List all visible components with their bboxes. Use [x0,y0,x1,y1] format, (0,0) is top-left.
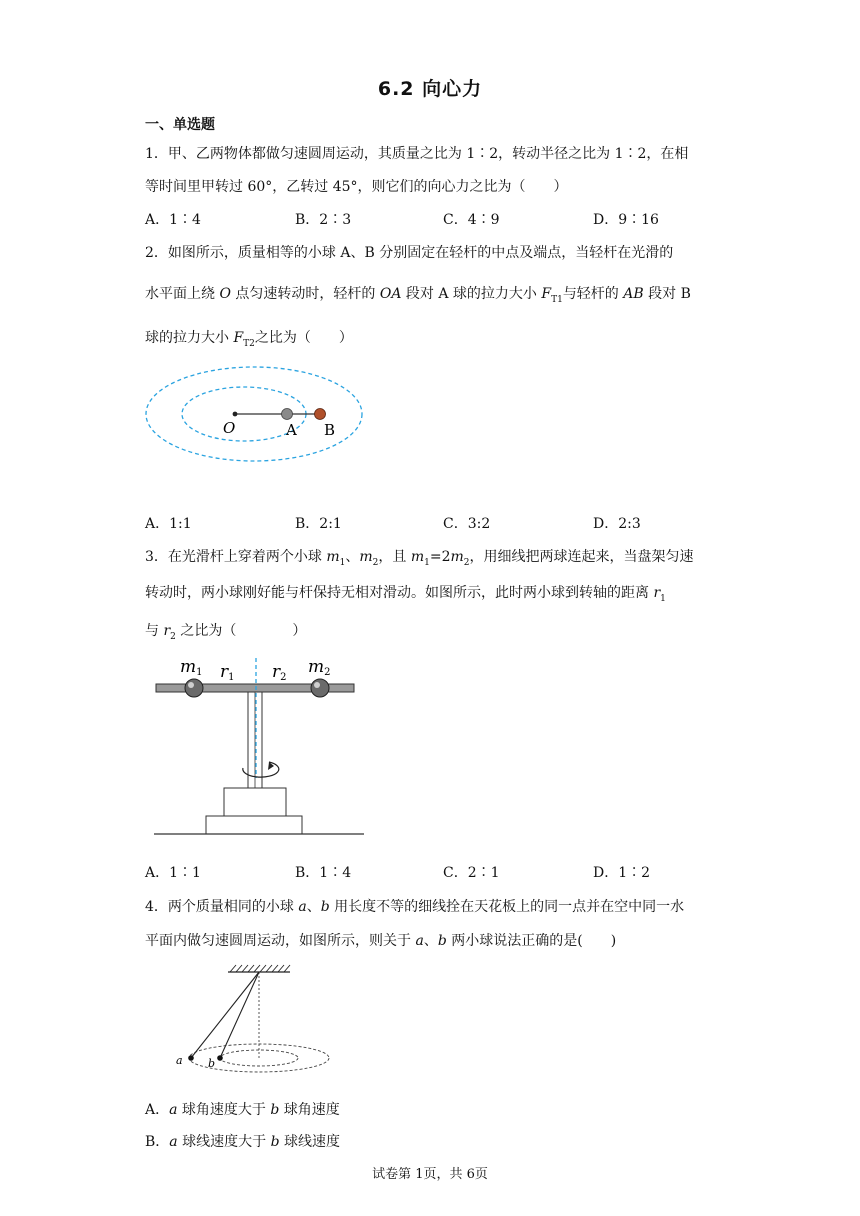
q2-figure [140,364,380,484]
q1-line2: 等时间里甲转过 60°，乙转过 45°，则它们的向心力之比为（ ） [145,179,568,195]
q3-option-a[interactable]: A．1∶1 [145,865,201,881]
q3-label-m1: m1 [180,657,203,678]
q4-string-a [191,972,259,1058]
q4-line1: 4．两个质量相同的小球 a、b 用长度不等的细线拴在天花板上的同一点并在空中同一水 [145,899,685,915]
q2-option-d[interactable]: D．2:3 [593,516,641,532]
q4-figure [170,960,350,1080]
q2-line1: 2．如图所示，质量相等的小球 A、B 分别固定在轻杆的中点及端点，当轻杆在光滑的 [145,245,674,261]
q2-label-a: A [286,421,297,439]
q3-figure [150,652,370,842]
q4-ball-a [188,1055,194,1061]
q2-line3: 球的拉力大小 $F_{T2}$之比为（ ） [145,330,353,349]
q3-ball-m2 [311,679,329,697]
q2-ball-a [282,409,293,420]
q4-option-a[interactable]: A．a 球角速度大于 b 球角速度 [145,1102,340,1118]
q4-option-b[interactable]: B．a 球线速度大于 b 球线速度 [145,1134,340,1150]
q3-base-bottom [206,816,302,834]
q1-line1: 1．甲、乙两物体都做匀速圆周运动，其质量之比为 1∶2，转动半径之比为 1∶2，在相 [145,146,689,162]
q1-option-a[interactable]: A．1∶4 [145,212,201,228]
q2-label-b: B [324,421,336,439]
q4-string-b [220,972,259,1058]
q1-option-c[interactable]: C．4∶9 [443,212,500,228]
q3-label-m2: m2 [308,657,331,678]
page-footer: 试卷第 1页，共 6页 [372,1167,488,1182]
section-heading: 一、单选题 [145,117,215,133]
q3-option-b[interactable]: B．1∶4 [295,865,352,881]
q4-label-a: a [176,1054,183,1067]
q3-option-c[interactable]: C．2∶1 [443,865,500,881]
q2-ball-b [315,409,326,420]
q3-label-r2: r2 [272,662,287,683]
q3-option-d[interactable]: D．1∶2 [593,865,651,881]
q3-label-r1: r1 [220,662,235,683]
q3-ball-m1 [185,679,203,697]
q2-option-a[interactable]: A．1:1 [145,516,192,532]
q2-option-b[interactable]: B．2:1 [295,516,342,532]
q1-option-b[interactable]: B．2∶3 [295,212,352,228]
q1-option-d[interactable]: D．9∶16 [593,212,659,228]
q3-line1: 3．在光滑杆上穿着两个小球 $m_1$、$m_2$，且 $m_1=2m_2$，用细线把两球连起来，当盘架匀速 [145,549,694,568]
q2-option-c[interactable]: C．3:2 [443,516,491,532]
q2-line2: 水平面上绕 O 点匀速转动时，轻杆的 OA 段对 A 球的拉力大小 $F_{T1}$与轻杆的 AB 段对 B [145,286,691,305]
q4-line2: 平面内做匀速圆周运动，如图所示，则关于 a、b 两小球说法正确的是( ) [145,933,617,949]
q3-line3: 与 $r_2$ 之比为（ ） [145,623,307,642]
q2-label-o: O [223,419,236,437]
q3-line2: 转动时，两小球刚好能与杆保持无相对滑动。如图所示，此时两小球到转轴的距离 $r_1$ [145,585,666,604]
q4-label-b: b [208,1057,216,1070]
q3-base-top [224,788,286,816]
page-title: 6.2 向心力 [377,78,483,100]
q2-pivot-o [233,412,238,417]
q4-ball-b [217,1055,223,1061]
q4-ceiling-hatch [230,965,290,972]
